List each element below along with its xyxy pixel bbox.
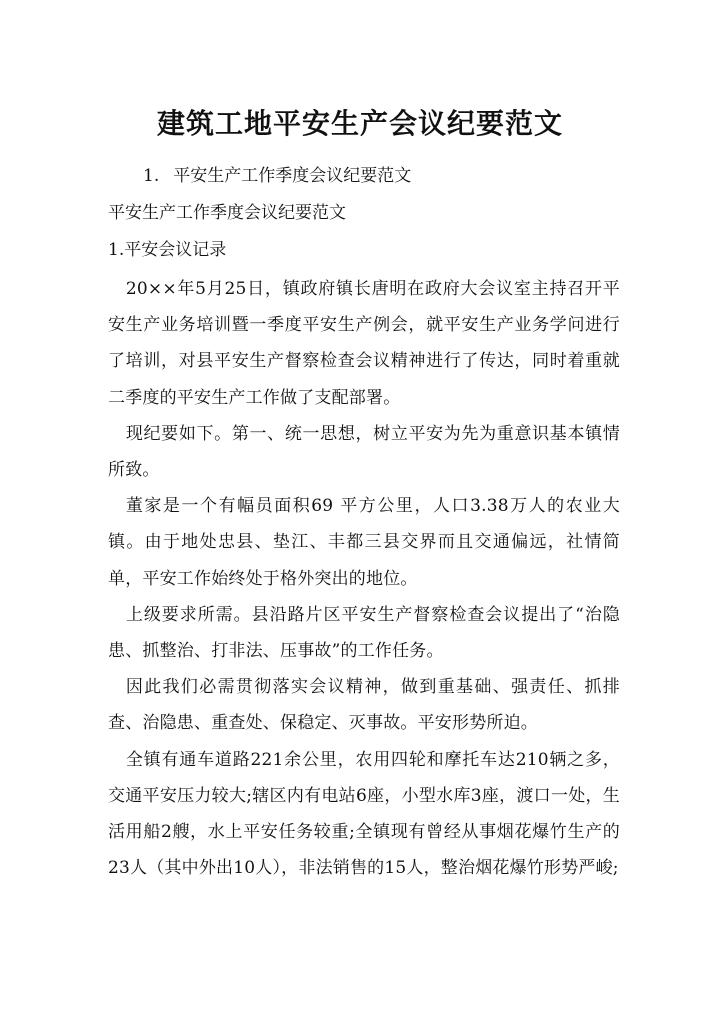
section-heading: 1.平安会议记录 (108, 240, 227, 260)
paragraph: 全镇有通车道路221余公里，农用四轮和摩托车达210辆之多，交通平安压力较大;辖区内有电站6座，小型水库3座，渡口一处，生活用船2艘，水上平安任务较重;全镇现有曾经从事烟花爆竹生产的23人（其中外出10人），非法销售的15人，整治烟花爆竹形势严峻; (108, 749, 620, 879)
paragraph: 董家是一个有幅员面积69 平方公里，人口3.38万人的农业大镇。由于地处忠县、垫江、丰都三县交界而且交通偏远，社情简单，平安工作始终处于格外突出的地位。 (108, 496, 620, 589)
toc-item[interactable] (143, 162, 411, 190)
paragraph: 现纪要如下。第一、统一思想，树立平安为先为重意识基本镇情所致。 (108, 423, 620, 481)
toc-item-number: 1. (143, 166, 160, 186)
document-subtitle: 平安生产工作季度会议纪要范文 (108, 203, 346, 223)
toc-item-label: 平安生产工作季度会议纪要范文 (173, 166, 412, 186)
document-body (108, 271, 620, 886)
paragraph: 上级要求所需。县沿路片区平安生产督察检查会议提出了“治隐患、抓整治、打非法、压事故”的工作任务。 (108, 604, 620, 662)
paragraph: 因此我们必需贯彻落实会议精神，做到重基础、强责任、抓排查、治隐患、重查处、保稳定、灭事故。平安形势所迫。 (108, 677, 620, 734)
document-title: 建筑工地平安生产会议纪要范文 (156, 107, 563, 140)
paragraph: 20××年5月25日，镇政府镇长唐明在政府大会议室主持召开平安生产业务培训暨一季度平安生产例会，就平安生产业务学问进行了培训，对县平安生产督察检查会议精神进行了传达，同时着重就二季度的平安生产工作做了支配部署。 (108, 279, 620, 408)
